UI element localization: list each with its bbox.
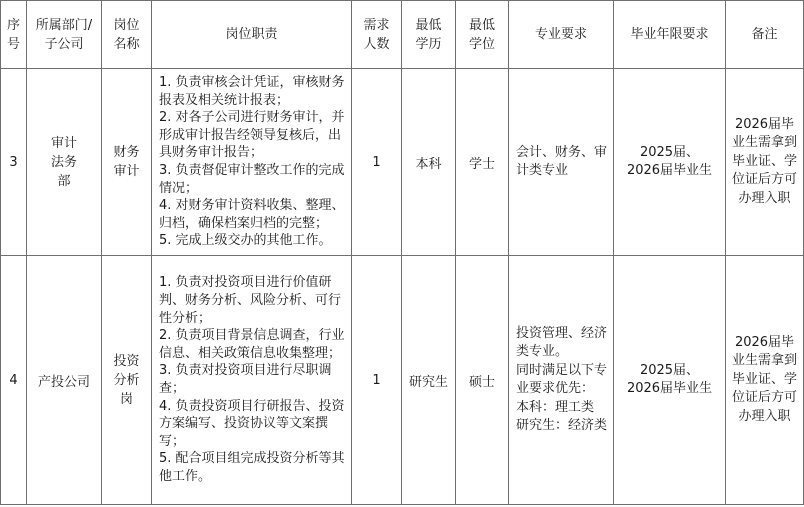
cell-graduation: 2025届、2026届毕业生 [614, 256, 726, 505]
major-line: 研究生：经济类 [516, 418, 608, 433]
duty-line: 3. 负责对投资项目进行尽职调查； [159, 363, 332, 396]
header-count: 需求人数 [352, 1, 402, 69]
header-note: 备注 [726, 1, 804, 69]
cell-dept: 审计法务部 [27, 69, 102, 256]
duty-line: 2. 对各子公司进行财务审计，并形成审计报告经领导复核后，出具财务审计报告； [159, 110, 345, 161]
duty-line: 1. 负责对投资项目进行价值研判、财务分析、风险分析、可行性分析； [159, 275, 342, 326]
cell-seq: 3 [1, 69, 27, 256]
cell-count: 1 [352, 69, 402, 256]
cell-education: 研究生 [402, 256, 456, 505]
header-dept: 所属部门/子公司 [27, 1, 102, 69]
major-line: 同时满足以下专业要求优先： [516, 362, 608, 396]
cell-position: 投资分析岗 [102, 256, 152, 505]
header-position: 岗位名称 [102, 1, 152, 69]
duty-line: 3. 负责督促审计整改工作的完成情况； [159, 163, 345, 196]
cell-duties [152, 256, 352, 505]
header-seq: 序号 [1, 1, 27, 69]
major-line: 会计、财务、审计类专业 [516, 144, 608, 178]
header-education: 最低学历 [402, 1, 456, 69]
cell-position: 财务审计 [102, 69, 152, 256]
cell-major [509, 69, 614, 256]
cell-major [509, 256, 614, 505]
cell-degree: 硕士 [456, 256, 509, 505]
duty-line: 5. 完成上级交办的其他工作。 [159, 233, 332, 249]
header-graduation: 毕业年限要求 [614, 1, 726, 69]
header-degree: 最低学位 [456, 1, 509, 69]
header-row [1, 1, 804, 69]
table-row [1, 256, 804, 505]
duty-line: 4. 负责投资项目行研报告、投资方案编写、投资协议等文案撰写； [159, 398, 345, 449]
cell-degree: 学士 [456, 69, 509, 256]
cell-dept: 产投公司 [27, 256, 102, 505]
table-row [1, 69, 804, 256]
cell-count: 1 [352, 256, 402, 505]
cell-seq: 4 [1, 256, 27, 505]
major-line: 本科：理工类 [516, 399, 595, 415]
cell-note: 2026届毕业生需拿到毕业证、学位证后方可办理入职 [726, 69, 804, 256]
duty-line: 2. 负责项目背景信息调查，行业信息、相关政策信息收集整理； [159, 328, 345, 361]
major-line: 投资管理、经济类专业。 [516, 325, 608, 359]
header-duties: 岗位职责 [152, 1, 352, 69]
duty-line: 4. 对财务审计资料收集、整理、归档，确保档案归档的完整； [159, 198, 345, 231]
duty-line: 5. 配合项目组完成投资分析等其他工作。 [159, 451, 345, 484]
header-major: 专业要求 [509, 1, 614, 69]
cell-note: 2026届毕业生需拿到毕业证、学位证后方可办理入职 [726, 256, 804, 505]
cell-duties [152, 69, 352, 256]
cell-education: 本科 [402, 69, 456, 256]
duty-line: 1. 负责审核会计凭证，审核财务报表及相关统计报表； [159, 75, 345, 108]
cell-graduation: 2025届、2026届毕业生 [614, 69, 726, 256]
